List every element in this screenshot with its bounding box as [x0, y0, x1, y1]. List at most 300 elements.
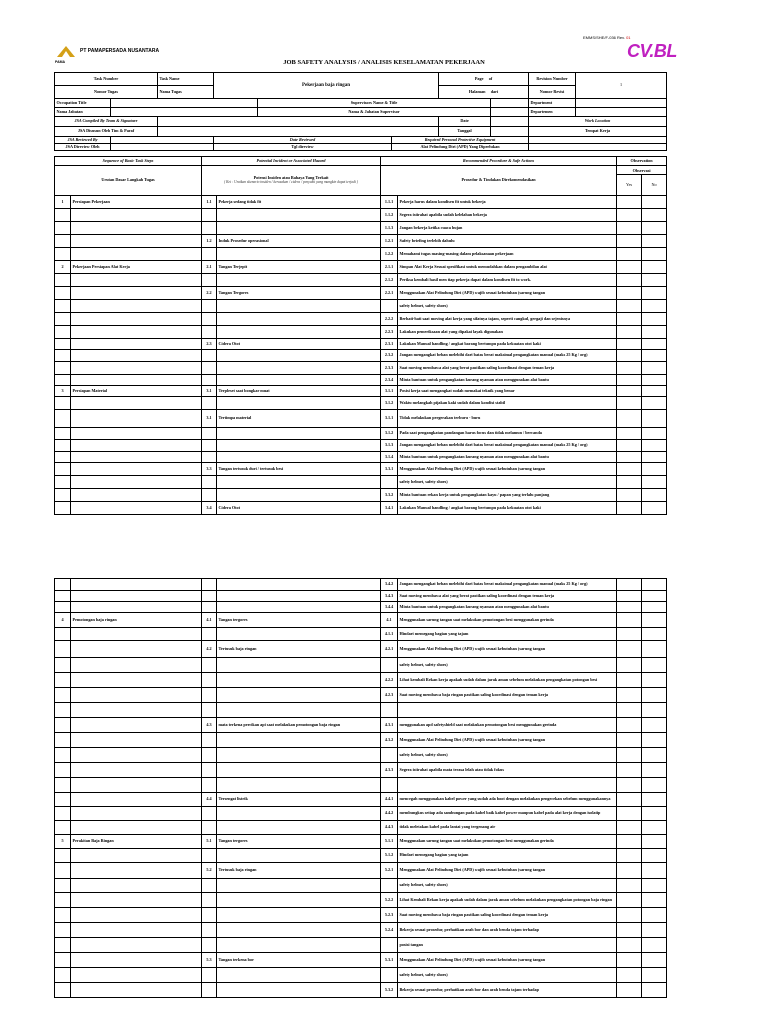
step-text — [71, 440, 202, 452]
step-text — [71, 778, 202, 793]
col-observation-sub: Observasi Yes No — [617, 166, 667, 196]
observation-no[interactable] — [642, 628, 667, 641]
observation-yes[interactable] — [617, 222, 642, 235]
observation-yes[interactable] — [617, 476, 642, 489]
action-text: Lakukan pemeriksaan alat yang dipakai layak digunakan — [398, 326, 617, 339]
hazard-text — [217, 778, 381, 793]
hazard-text — [217, 397, 381, 410]
occupation-label: Occupation Title — [55, 99, 111, 108]
observation-yes[interactable] — [617, 613, 642, 628]
step-number — [55, 807, 71, 821]
observation-no[interactable] — [642, 703, 667, 718]
observation-yes[interactable] — [617, 821, 642, 835]
step-number — [55, 463, 71, 476]
hazard-text — [217, 938, 381, 953]
observation-no[interactable] — [642, 938, 667, 953]
observation-yes[interactable] — [617, 235, 642, 248]
action-number: 3.4.2 — [381, 579, 398, 591]
step-number — [55, 849, 71, 863]
step-number: 1 — [55, 196, 71, 209]
observation-yes[interactable] — [617, 703, 642, 718]
observation-yes[interactable] — [617, 733, 642, 748]
observation-no[interactable] — [642, 778, 667, 793]
step-text — [71, 807, 202, 821]
observation-yes[interactable] — [617, 938, 642, 953]
task-name-value[interactable]: Pekerjaan baja ringan — [214, 73, 439, 99]
observation-no[interactable] — [642, 397, 667, 410]
observation-no[interactable] — [642, 658, 667, 673]
observation-yes[interactable] — [617, 502, 642, 515]
step-text — [71, 502, 202, 515]
hazard-number: 3.1 — [202, 410, 217, 428]
table-row — [55, 628, 667, 641]
table-row — [55, 274, 667, 287]
step-number — [55, 718, 71, 733]
step-text — [71, 863, 202, 879]
observation-no[interactable] — [642, 763, 667, 778]
action-text: Periksa kembali hasil men tiap pekerja dapat dalam kondisen fit to work. — [398, 274, 617, 287]
hazard-text — [217, 908, 381, 923]
action-number: 5.1.1 — [381, 835, 398, 849]
observation-no[interactable] — [642, 923, 667, 938]
supervisor-label: Supervisors Name & Title — [258, 99, 491, 108]
observation-yes[interactable] — [617, 641, 642, 658]
step-number — [55, 452, 71, 463]
observation-yes[interactable] — [617, 658, 642, 673]
observation-yes[interactable] — [617, 953, 642, 968]
observation-no[interactable] — [642, 326, 667, 339]
step-text — [71, 274, 202, 287]
observation-yes[interactable] — [617, 339, 642, 350]
step-number — [55, 778, 71, 793]
step-text — [71, 793, 202, 807]
observation-no[interactable] — [642, 222, 667, 235]
supervisor-value[interactable] — [491, 99, 529, 108]
action-number: 2.3.3 — [381, 362, 398, 375]
action-number: 3.1.2 — [381, 428, 398, 440]
table-row — [55, 849, 667, 863]
hazard-number — [202, 222, 217, 235]
page-label: Page of — [439, 73, 529, 86]
hazard-number — [202, 375, 217, 386]
table-row — [55, 339, 667, 350]
observation-no[interactable] — [642, 274, 667, 287]
observation-no[interactable] — [642, 748, 667, 763]
observation-no[interactable] — [642, 718, 667, 733]
hazard-text: Cidera Otot — [217, 502, 381, 515]
compiled-by-label-id: JSA Disusun Oleh Tim & Paraf — [55, 127, 158, 137]
occupation-value[interactable] — [111, 99, 258, 108]
step-text — [71, 748, 202, 763]
observation-no[interactable] — [642, 350, 667, 362]
observation-no[interactable] — [642, 879, 667, 893]
hazard-text: Tangan tergores — [217, 613, 381, 628]
observation-no[interactable] — [642, 849, 667, 863]
hazard-number — [202, 326, 217, 339]
observation-no[interactable] — [642, 807, 667, 821]
table-row — [55, 793, 667, 807]
table-row — [55, 362, 667, 375]
hazard-number — [202, 778, 217, 793]
date-label-id: Tanggal — [439, 127, 491, 137]
observation-yes[interactable] — [617, 375, 642, 386]
step-text — [71, 326, 202, 339]
action-number: 2.3.2 — [381, 350, 398, 362]
observation-no[interactable] — [642, 339, 667, 350]
department-value[interactable] — [576, 99, 667, 108]
hazard-number: 1.1 — [202, 196, 217, 209]
observation-no[interactable] — [642, 287, 667, 300]
observation-yes[interactable] — [617, 463, 642, 476]
observation-yes[interactable] — [617, 849, 642, 863]
action-text: Hindari memegang bagian yang tajam — [398, 628, 617, 641]
hazard-number — [202, 748, 217, 763]
action-text: posisi tangan — [398, 938, 617, 953]
step-text — [71, 938, 202, 953]
table-row — [55, 763, 667, 778]
work-location-label-id: Tempat Kerja — [529, 127, 667, 137]
observation-yes[interactable] — [617, 863, 642, 879]
action-text: Posisi kerja saat mengangkat sudah memakai teknik yang benar — [398, 386, 617, 397]
step-text — [71, 397, 202, 410]
action-text: Menggunakan Alat Pelindung Diri (APD) wajib sesuai kebutuhan (sarung tangan — [398, 641, 617, 658]
action-text: Minta bantuan untuk pengangkatan kurang nyaman atau menggunakan alat bantu — [398, 375, 617, 386]
date-reviewed-label-id: Tgl direview — [214, 144, 392, 151]
table-row — [55, 613, 667, 628]
step-text — [71, 733, 202, 748]
occupation-label-id: Nama Jabatan — [55, 108, 111, 117]
observation-yes[interactable] — [617, 718, 642, 733]
step-text — [71, 375, 202, 386]
observation-yes[interactable] — [617, 274, 642, 287]
observation-no[interactable] — [642, 440, 667, 452]
page-label-id: Halaman dari — [439, 86, 529, 99]
date-value[interactable] — [491, 117, 529, 127]
observation-yes[interactable] — [617, 452, 642, 463]
observation-yes[interactable] — [617, 326, 642, 339]
hazard-number — [202, 300, 217, 313]
table-row — [55, 703, 667, 718]
observation-no[interactable] — [642, 452, 667, 463]
action-number — [381, 778, 398, 793]
step-number — [55, 300, 71, 313]
step-text — [71, 908, 202, 923]
observation-no[interactable] — [642, 733, 667, 748]
step-number: 4 — [55, 613, 71, 628]
observation-yes[interactable] — [617, 908, 642, 923]
observation-yes[interactable] — [617, 591, 642, 602]
observation-no[interactable] — [642, 953, 667, 968]
step-number — [55, 222, 71, 235]
observation-yes[interactable] — [617, 350, 642, 362]
step-number — [55, 428, 71, 440]
observation-yes[interactable] — [617, 793, 642, 807]
action-number — [381, 476, 398, 489]
action-number: 3.4.1 — [381, 502, 398, 515]
table-row — [55, 440, 667, 452]
observation-no[interactable] — [642, 261, 667, 274]
observation-yes[interactable] — [617, 688, 642, 703]
step-number — [55, 953, 71, 968]
col-no-header: No — [651, 182, 657, 187]
table-row — [55, 938, 667, 953]
ppe-value[interactable] — [529, 137, 667, 144]
action-text: Tidak melakukan pergerakan terburu - buru — [398, 410, 617, 428]
observation-yes[interactable] — [617, 763, 642, 778]
step-number — [55, 938, 71, 953]
revision-value[interactable]: 1 — [576, 73, 667, 99]
observation-no[interactable] — [642, 835, 667, 849]
hazard-number: 3.1 — [202, 386, 217, 397]
jsa-rows-page-1 — [55, 196, 667, 515]
observation-no[interactable] — [642, 908, 667, 923]
hazard-text — [217, 591, 381, 602]
action-number: 4.2.2 — [381, 673, 398, 688]
action-number: 4.3.1 — [381, 718, 398, 733]
observation-no[interactable] — [642, 386, 667, 397]
action-text: Lakukan Manual handling / angkat barang bertumpu pada kekuatan otot kaki — [398, 339, 617, 350]
observation-no[interactable] — [642, 300, 667, 313]
observation-yes[interactable] — [617, 778, 642, 793]
observation-yes[interactable] — [617, 893, 642, 908]
observation-yes[interactable] — [617, 386, 642, 397]
step-text: Pemotongan baja ringan — [71, 613, 202, 628]
step-text — [71, 658, 202, 673]
step-number — [55, 748, 71, 763]
action-number — [381, 938, 398, 953]
hazard-text — [217, 658, 381, 673]
table-row — [55, 893, 667, 908]
hazard-number — [202, 440, 217, 452]
action-text: safety helmet, safety shoes) — [398, 879, 617, 893]
hazard-text: Terpleset saat bongkar muat — [217, 386, 381, 397]
action-text: safety helmet, safety shoes) — [398, 748, 617, 763]
col-hazard-header: Potential Incident or Associated Hazard — [202, 157, 381, 166]
table-row — [55, 375, 667, 386]
compiled-by-value[interactable] — [158, 117, 439, 127]
step-text: Persiapan Pekerjaan — [71, 196, 202, 209]
reviewed-by-value[interactable] — [111, 137, 214, 144]
table-row — [55, 673, 667, 688]
observation-yes[interactable] — [617, 602, 642, 613]
observation-yes[interactable] — [617, 209, 642, 222]
step-number — [55, 375, 71, 386]
step-text — [71, 222, 202, 235]
action-text: Waktu melangkah pijakan kaki sudah dalam kondisi stabil — [398, 397, 617, 410]
action-number: 5.2.1 — [381, 863, 398, 879]
step-text: Perakitan Baja Ringan — [71, 835, 202, 849]
revision-number-label-id: Nomor Revisi — [529, 86, 576, 99]
observation-yes[interactable] — [617, 983, 642, 998]
observation-yes[interactable] — [617, 807, 642, 821]
step-number — [55, 410, 71, 428]
hazard-text — [217, 209, 381, 222]
step-number — [55, 591, 71, 602]
table-row — [55, 778, 667, 793]
table-row — [55, 386, 667, 397]
company-logo-icon — [55, 45, 77, 59]
action-number: 1.2.1 — [381, 235, 398, 248]
table-row — [55, 733, 667, 748]
action-number: 2.3.4 — [381, 375, 398, 386]
observation-yes[interactable] — [617, 440, 642, 452]
col-steps-header-id: Urutan Dasar Langkah Tugas — [55, 166, 202, 196]
observation-yes[interactable] — [617, 628, 642, 641]
hazard-number — [202, 968, 217, 983]
observation-no[interactable] — [642, 673, 667, 688]
observation-no[interactable] — [642, 863, 667, 879]
hazard-text: Tersengat listrik — [217, 793, 381, 807]
observation-no[interactable] — [642, 688, 667, 703]
jsa-table-page-1 — [54, 156, 667, 515]
ppe-label-id: Alat Pelindung Diri (APD) Yang Diperlukan — [392, 144, 529, 151]
hazard-number — [202, 893, 217, 908]
observation-yes[interactable] — [617, 313, 642, 326]
hazard-text: Induk Prosedur operasional — [217, 235, 381, 248]
observation-yes[interactable] — [617, 968, 642, 983]
table-row — [55, 591, 667, 602]
observation-no[interactable] — [642, 502, 667, 515]
action-number: 3.3.2 — [381, 489, 398, 502]
action-number: 5.3.1 — [381, 953, 398, 968]
hazard-number: 3.4 — [202, 502, 217, 515]
step-number: 3 — [55, 386, 71, 397]
reviewed-by-label: JSA Reviewed By — [55, 137, 111, 144]
step-number — [55, 733, 71, 748]
observation-yes[interactable] — [617, 261, 642, 274]
step-number — [55, 248, 71, 261]
hazard-text: Tangan tergores — [217, 835, 381, 849]
observation-no[interactable] — [642, 893, 667, 908]
observation-no[interactable] — [642, 641, 667, 658]
observation-yes[interactable] — [617, 410, 642, 428]
observation-no[interactable] — [642, 968, 667, 983]
observation-no[interactable] — [642, 613, 667, 628]
observation-no[interactable] — [642, 579, 667, 591]
observation-no[interactable] — [642, 375, 667, 386]
hazard-number — [202, 489, 217, 502]
jsa-table-page-2 — [54, 578, 667, 998]
action-text: Pada saat pengangkatan pandangan harus focus dan tidak melamun / bercanda — [398, 428, 617, 440]
table-row — [55, 452, 667, 463]
observation-no[interactable] — [642, 313, 667, 326]
step-text: Pekerjaan Persiapan Alat Kerja — [71, 261, 202, 274]
observation-yes[interactable] — [617, 835, 642, 849]
observation-yes[interactable] — [617, 300, 642, 313]
hazard-number — [202, 821, 217, 835]
observation-no[interactable] — [642, 821, 667, 835]
action-text: menggunakan apd safetyshield saat melakukan pemotongan besi menggunakan gerinda — [398, 718, 617, 733]
table-row — [55, 489, 667, 502]
hazard-text — [217, 628, 381, 641]
observation-yes[interactable] — [617, 397, 642, 410]
action-number — [381, 703, 398, 718]
step-number — [55, 628, 71, 641]
action-number — [381, 968, 398, 983]
step-text — [71, 463, 202, 476]
step-text — [71, 248, 202, 261]
observation-no[interactable] — [642, 362, 667, 375]
observation-yes[interactable] — [617, 428, 642, 440]
hazard-text: mata terkena percikan api saat melakukan pemotongan baja ringan — [217, 718, 381, 733]
observation-no[interactable] — [642, 428, 667, 440]
step-text — [71, 579, 202, 591]
observation-no[interactable] — [642, 489, 667, 502]
table-row — [55, 476, 667, 489]
observation-no[interactable] — [642, 248, 667, 261]
table-row — [55, 718, 667, 733]
observation-no[interactable] — [642, 476, 667, 489]
observation-no[interactable] — [642, 410, 667, 428]
action-number: 3.1.4 — [381, 452, 398, 463]
hazard-text — [217, 748, 381, 763]
hazard-text: Pekerja sedang tidak fit — [217, 196, 381, 209]
step-text — [71, 476, 202, 489]
hazard-text — [217, 923, 381, 938]
action-text: Bekerja sesuai prosedur, perhatikan arah bor dan arah benda tajam terhadap — [398, 983, 617, 998]
col-hazard-header-id: Potensi Insiden atau Bahaya Yang Terkait ( Ket : Uraikan skenario insiden / kerusakan / cidera / penyakit yang mungkin dapat terjadi ) — [202, 166, 381, 196]
action-text: Saat moving membawa baja ringan pastikan saling koordinasi dengan teman kerja — [398, 688, 617, 703]
action-number: 4.2.1 — [381, 641, 398, 658]
observation-yes[interactable] — [617, 879, 642, 893]
step-text — [71, 879, 202, 893]
table-row — [55, 261, 667, 274]
observation-yes[interactable] — [617, 248, 642, 261]
observation-yes[interactable] — [617, 579, 642, 591]
step-text — [71, 313, 202, 326]
observation-yes[interactable] — [617, 748, 642, 763]
observation-yes[interactable] — [617, 489, 642, 502]
observation-no[interactable] — [642, 196, 667, 209]
hazard-number: 4.3 — [202, 718, 217, 733]
action-text: Minta bantuan rekan kerja untuk pengangkatan kayu / papan yang terlalu panjang — [398, 489, 617, 502]
observation-no[interactable] — [642, 591, 667, 602]
step-text — [71, 300, 202, 313]
hazard-text — [217, 673, 381, 688]
table-row — [55, 835, 667, 849]
hazard-number — [202, 274, 217, 287]
hazard-text — [217, 849, 381, 863]
observation-yes[interactable] — [617, 673, 642, 688]
action-number: 4.1 — [381, 613, 398, 628]
date-reviewed-label: Date Reviewed — [214, 137, 392, 144]
hazard-number — [202, 733, 217, 748]
observation-yes[interactable] — [617, 362, 642, 375]
observation-no[interactable] — [642, 235, 667, 248]
step-number — [55, 579, 71, 591]
step-text — [71, 849, 202, 863]
observation-yes[interactable] — [617, 287, 642, 300]
observation-no[interactable] — [642, 983, 667, 998]
observation-yes[interactable] — [617, 923, 642, 938]
table-row — [55, 863, 667, 879]
observation-no[interactable] — [642, 463, 667, 476]
step-text — [71, 339, 202, 350]
observation-no[interactable] — [642, 602, 667, 613]
action-text: Jangan bekerja ketika cuaca hujan — [398, 222, 617, 235]
action-number: 2.1.1 — [381, 261, 398, 274]
document-number: EMMS/SHE/F-036 Rev. 01 — [583, 35, 631, 40]
step-number — [55, 326, 71, 339]
observation-no[interactable] — [642, 793, 667, 807]
hazard-number — [202, 658, 217, 673]
hazard-text: Tangan tertusuk duri / tertusuk besi — [217, 463, 381, 476]
action-text: Hindari memegang bagian yang tajam — [398, 849, 617, 863]
observation-yes[interactable] — [617, 196, 642, 209]
observation-no[interactable] — [642, 209, 667, 222]
action-number: 5.3.2 — [381, 983, 398, 998]
action-number: 2.2.2 — [381, 313, 398, 326]
